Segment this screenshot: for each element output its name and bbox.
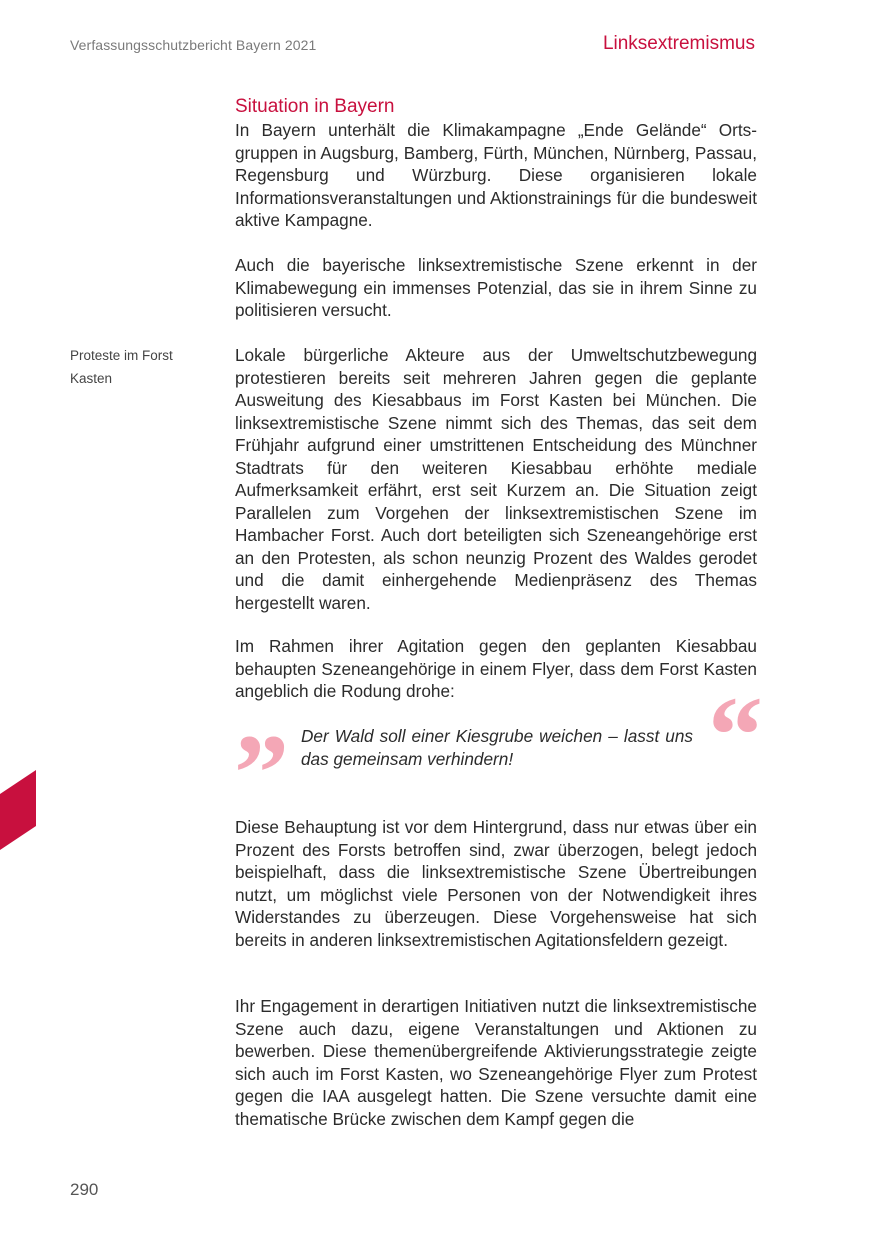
chapter-tab-shape bbox=[0, 770, 36, 850]
paragraph-4: Im Rahmen ihrer Agitation gegen den geplanten Kiesabbau behaupten Szeneangehörige in einem Flyer, dass dem Forst Kasten angeblich die Rodung drohe: bbox=[235, 636, 757, 701]
paragraph-3: Lokale bürgerliche Akteure aus der Umweltschutzbewegung protestieren bereits seit mehreren Jahren gegen die geplante Ausweitung des Kiesabbaus im Forst Kasten bei München. Die linksextremistische Szene nimmt sich des Themas, das seit dem Frühjahr aufgrund einer umstrittenen Entscheidung des Münchner Stadtrats für den weiteren Kiesabbau erhöhte mediale Aufmerksamkeit erfährt, erst seit Kurzem an. Die Situation zeigt Parallelen zum Vorgehen der linksextremistischen Szene im Hambacher Forst. Auch dort beteiligten sich Szeneangehörige erst an den Protesten, als schon neunzig Prozent des Waldes gerodet und die damit einhergehende Medienpräsenz des Themas hergestellt waren. bbox=[235, 345, 757, 613]
paragraph-1: In Bayern unterhält die Klimakampagne „Ende Gelände“ Ortsgruppen in Augsburg, Bamberg, Fürth, München, Nürnberg, Passau, Regensburg und Würzburg. Diese organisieren lokale Informationsveranstaltungen und Aktionstrainings für die bundesweit aktive Kampagne. bbox=[235, 120, 757, 230]
section-heading: Situation in Bayern bbox=[235, 96, 395, 117]
paragraph-5: Diese Behauptung ist vor dem Hintergrund, dass nur etwas über ein Prozent des Forsts betroffen sind, zwar überzogen, belegt jedoch beispielhaft, dass die linksextremistische Szene Übertreibungen nutzt, um möglichst viele Personen von der Notwendigkeit ihres Widerstandes zu überzeugen. Diese Vorgehensweise hat sich bereits in anderen linksextremistischen Agitationsfeldern gezeigt. bbox=[235, 817, 757, 950]
margin-note bbox=[70, 344, 205, 390]
closing-quote-mark-icon: “ bbox=[708, 674, 763, 796]
header-chapter-title: Linksextremismus bbox=[602, 33, 755, 54]
margin-note-line-2: Kasten bbox=[70, 371, 113, 386]
paragraph-2: Auch die bayerische linksextremistische Szene erkennt in der Klimabewegung ein immenses Potenzial, das sie in ihrem Sinne zu politisieren versucht. bbox=[235, 255, 757, 320]
opening-quote-mark-icon: ” bbox=[234, 712, 289, 834]
page-number: 290 bbox=[70, 1180, 99, 1199]
margin-note-line-1: Proteste im Forst bbox=[70, 348, 173, 363]
paragraph-6: Ihr Engagement in derartigen Initiativen nutzt die linksextremistische Szene auch dazu, eigene Veranstaltungen und Aktionen zu bewerben. Diese themenübergreifende Aktivierungsstrategie zeigte sich auch im Forst Kasten, wo Szeneangehörige Flyer zum Protest gegen die IAA ausgelegt hatten. Die Szene versuchte damit eine thematische Brücke zwischen dem Kampf gegen die bbox=[235, 996, 757, 1129]
chapter-tab-marker-icon bbox=[0, 770, 36, 850]
header-report-title: Verfassungsschutzbericht Bayern 2021 bbox=[70, 37, 317, 53]
quote-text: Der Wald soll einer Kiesgrube weichen – lasst uns das gemeinsam verhindern! bbox=[301, 726, 693, 769]
